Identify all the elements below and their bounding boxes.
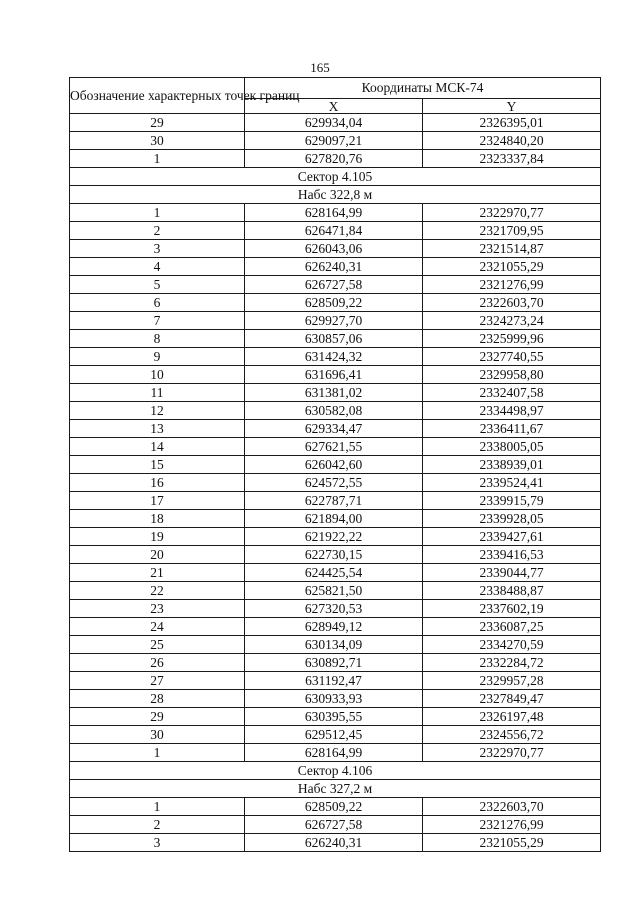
table-row: [70, 834, 601, 852]
section-label: Сектор 4.106: [70, 762, 601, 780]
section-row: [70, 168, 601, 186]
table-row: [70, 618, 601, 636]
y-coordinate-cell: 2322970,77: [423, 204, 601, 222]
y-coordinate-cell: 2321709,95: [423, 222, 601, 240]
point-number-cell: 3: [70, 240, 245, 258]
x-coordinate-cell: 628164,99: [245, 744, 423, 762]
section-row: [70, 186, 601, 204]
point-number-cell: 12: [70, 402, 245, 420]
x-coordinate-cell: 628509,22: [245, 798, 423, 816]
point-number-cell: 1: [70, 204, 245, 222]
section-row: [70, 762, 601, 780]
coordinates-header: Координаты МСК-74: [245, 78, 601, 99]
x-coordinate-cell: 626727,58: [245, 276, 423, 294]
point-number-cell: 6: [70, 294, 245, 312]
x-coordinate-cell: 624572,55: [245, 474, 423, 492]
y-coordinate-cell: 2329958,80: [423, 366, 601, 384]
point-number-cell: 25: [70, 636, 245, 654]
point-number-cell: 30: [70, 132, 245, 150]
x-coordinate-cell: 626240,31: [245, 834, 423, 852]
y-coordinate-cell: 2339524,41: [423, 474, 601, 492]
page-number: 165: [310, 60, 330, 75]
y-coordinate-cell: 2337602,19: [423, 600, 601, 618]
y-coordinate-cell: 2332407,58: [423, 384, 601, 402]
x-coordinate-cell: 628949,12: [245, 618, 423, 636]
y-coordinate-cell: 2336087,25: [423, 618, 601, 636]
point-number-cell: 9: [70, 348, 245, 366]
y-coordinate-cell: 2326197,48: [423, 708, 601, 726]
table-row: [70, 654, 601, 672]
table-row: [70, 384, 601, 402]
x-coordinate-cell: 626042,60: [245, 456, 423, 474]
y-coordinate-cell: 2322970,77: [423, 744, 601, 762]
x-coordinate-cell: 627320,53: [245, 600, 423, 618]
table-row: [70, 510, 601, 528]
x-coordinate-cell: 626727,58: [245, 816, 423, 834]
table-row: [70, 726, 601, 744]
table-row: [70, 312, 601, 330]
y-coordinate-cell: 2325999,96: [423, 330, 601, 348]
table-row: [70, 258, 601, 276]
table-row: [70, 582, 601, 600]
y-coordinate-cell: 2324556,72: [423, 726, 601, 744]
table-row: [70, 744, 601, 762]
table-row: [70, 114, 601, 132]
x-coordinate-cell: 627820,76: [245, 150, 423, 168]
x-coordinate-cell: 630395,55: [245, 708, 423, 726]
point-number-cell: 1: [70, 150, 245, 168]
y-coordinate-cell: 2321276,99: [423, 276, 601, 294]
point-number-cell: 29: [70, 708, 245, 726]
y-coordinate-cell: 2339416,53: [423, 546, 601, 564]
table-row: [70, 474, 601, 492]
x-coordinate-cell: 631381,02: [245, 384, 423, 402]
x-coordinate-cell: 630933,93: [245, 690, 423, 708]
x-coordinate-cell: 626043,06: [245, 240, 423, 258]
point-number-cell: 22: [70, 582, 245, 600]
x-coordinate-cell: 629512,45: [245, 726, 423, 744]
y-coordinate-cell: 2339915,79: [423, 492, 601, 510]
y-coordinate-cell: 2321514,87: [423, 240, 601, 258]
table-row: [70, 492, 601, 510]
point-number-cell: 8: [70, 330, 245, 348]
point-number-cell: 29: [70, 114, 245, 132]
y-coordinate-cell: 2327849,47: [423, 690, 601, 708]
y-coordinate-cell: 2327740,55: [423, 348, 601, 366]
table-row: [70, 222, 601, 240]
table-row: [70, 366, 601, 384]
y-coordinate-cell: 2321055,29: [423, 258, 601, 276]
table-row: [70, 330, 601, 348]
y-coordinate-cell: 2339427,61: [423, 528, 601, 546]
x-coordinate-cell: 631192,47: [245, 672, 423, 690]
point-number-cell: 1: [70, 798, 245, 816]
section-label: Набс 322,8 м: [70, 186, 601, 204]
table-row: [70, 348, 601, 366]
table-row: [70, 438, 601, 456]
table-row: [70, 528, 601, 546]
table-row: [70, 600, 601, 618]
point-number-cell: 19: [70, 528, 245, 546]
table-row: [70, 150, 601, 168]
table-row: [70, 672, 601, 690]
table-row: [70, 276, 601, 294]
y-coordinate-cell: 2336411,67: [423, 420, 601, 438]
point-number-cell: 28: [70, 690, 245, 708]
point-number-cell: 3: [70, 834, 245, 852]
table-row: [70, 420, 601, 438]
point-number-cell: 30: [70, 726, 245, 744]
point-number-cell: 2: [70, 816, 245, 834]
x-coordinate-cell: 629934,04: [245, 114, 423, 132]
point-number-cell: 24: [70, 618, 245, 636]
point-number-cell: 16: [70, 474, 245, 492]
y-coordinate-cell: 2329957,28: [423, 672, 601, 690]
section-label: Набс 327,2 м: [70, 780, 601, 798]
point-number-cell: 10: [70, 366, 245, 384]
x-coordinate-cell: 628164,99: [245, 204, 423, 222]
point-number-cell: 13: [70, 420, 245, 438]
x-coordinate-cell: 630892,71: [245, 654, 423, 672]
y-coordinate-cell: 2324840,20: [423, 132, 601, 150]
point-number-cell: 4: [70, 258, 245, 276]
x-coordinate-cell: 631424,32: [245, 348, 423, 366]
point-number-cell: 23: [70, 600, 245, 618]
table-body: [70, 114, 601, 852]
point-number-cell: 7: [70, 312, 245, 330]
y-coordinate-cell: 2339044,77: [423, 564, 601, 582]
point-number-cell: 21: [70, 564, 245, 582]
point-designation-header: Обозначение характерных точек границ: [70, 78, 245, 114]
point-number-cell: 14: [70, 438, 245, 456]
point-number-cell: 20: [70, 546, 245, 564]
table-row: [70, 564, 601, 582]
y-coordinate-cell: 2322603,70: [423, 294, 601, 312]
x-coordinate-cell: 626471,84: [245, 222, 423, 240]
point-number-cell: 2: [70, 222, 245, 240]
y-coordinate-cell: 2338939,01: [423, 456, 601, 474]
y-column-header: Y: [423, 99, 601, 114]
point-number-cell: 11: [70, 384, 245, 402]
x-column-header: X: [245, 99, 423, 114]
table-row: [70, 132, 601, 150]
y-coordinate-cell: 2324273,24: [423, 312, 601, 330]
point-number-cell: 15: [70, 456, 245, 474]
x-coordinate-cell: 626240,31: [245, 258, 423, 276]
table-row: [70, 456, 601, 474]
table-row: [70, 402, 601, 420]
y-coordinate-cell: 2326395,01: [423, 114, 601, 132]
section-label: Сектор 4.105: [70, 168, 601, 186]
y-coordinate-cell: 2338488,87: [423, 582, 601, 600]
table-row: [70, 546, 601, 564]
x-coordinate-cell: 627621,55: [245, 438, 423, 456]
point-number-cell: 5: [70, 276, 245, 294]
x-coordinate-cell: 630582,08: [245, 402, 423, 420]
y-coordinate-cell: 2334498,97: [423, 402, 601, 420]
table-row: [70, 204, 601, 222]
x-coordinate-cell: 621894,00: [245, 510, 423, 528]
table-row: [70, 708, 601, 726]
x-coordinate-cell: 629927,70: [245, 312, 423, 330]
point-number-cell: 1: [70, 744, 245, 762]
y-coordinate-cell: 2338005,05: [423, 438, 601, 456]
x-coordinate-cell: 629334,47: [245, 420, 423, 438]
point-number-cell: 27: [70, 672, 245, 690]
point-number-cell: 26: [70, 654, 245, 672]
table-row: [70, 240, 601, 258]
coordinates-table: [69, 77, 601, 852]
x-coordinate-cell: 622730,15: [245, 546, 423, 564]
y-coordinate-cell: 2334270,59: [423, 636, 601, 654]
y-coordinate-cell: 2321055,29: [423, 834, 601, 852]
table-row: [70, 636, 601, 654]
x-coordinate-cell: 629097,21: [245, 132, 423, 150]
point-number-cell: 17: [70, 492, 245, 510]
x-coordinate-cell: 622787,71: [245, 492, 423, 510]
x-coordinate-cell: 631696,41: [245, 366, 423, 384]
table-row: [70, 816, 601, 834]
y-coordinate-cell: 2323337,84: [423, 150, 601, 168]
table-row: [70, 690, 601, 708]
x-coordinate-cell: 624425,54: [245, 564, 423, 582]
x-coordinate-cell: 628509,22: [245, 294, 423, 312]
x-coordinate-cell: 630134,09: [245, 636, 423, 654]
y-coordinate-cell: 2339928,05: [423, 510, 601, 528]
section-row: [70, 780, 601, 798]
table-row: [70, 798, 601, 816]
point-number-cell: 18: [70, 510, 245, 528]
y-coordinate-cell: 2321276,99: [423, 816, 601, 834]
x-coordinate-cell: 625821,50: [245, 582, 423, 600]
x-coordinate-cell: 630857,06: [245, 330, 423, 348]
y-coordinate-cell: 2332284,72: [423, 654, 601, 672]
table-row: [70, 294, 601, 312]
x-coordinate-cell: 621922,22: [245, 528, 423, 546]
y-coordinate-cell: 2322603,70: [423, 798, 601, 816]
